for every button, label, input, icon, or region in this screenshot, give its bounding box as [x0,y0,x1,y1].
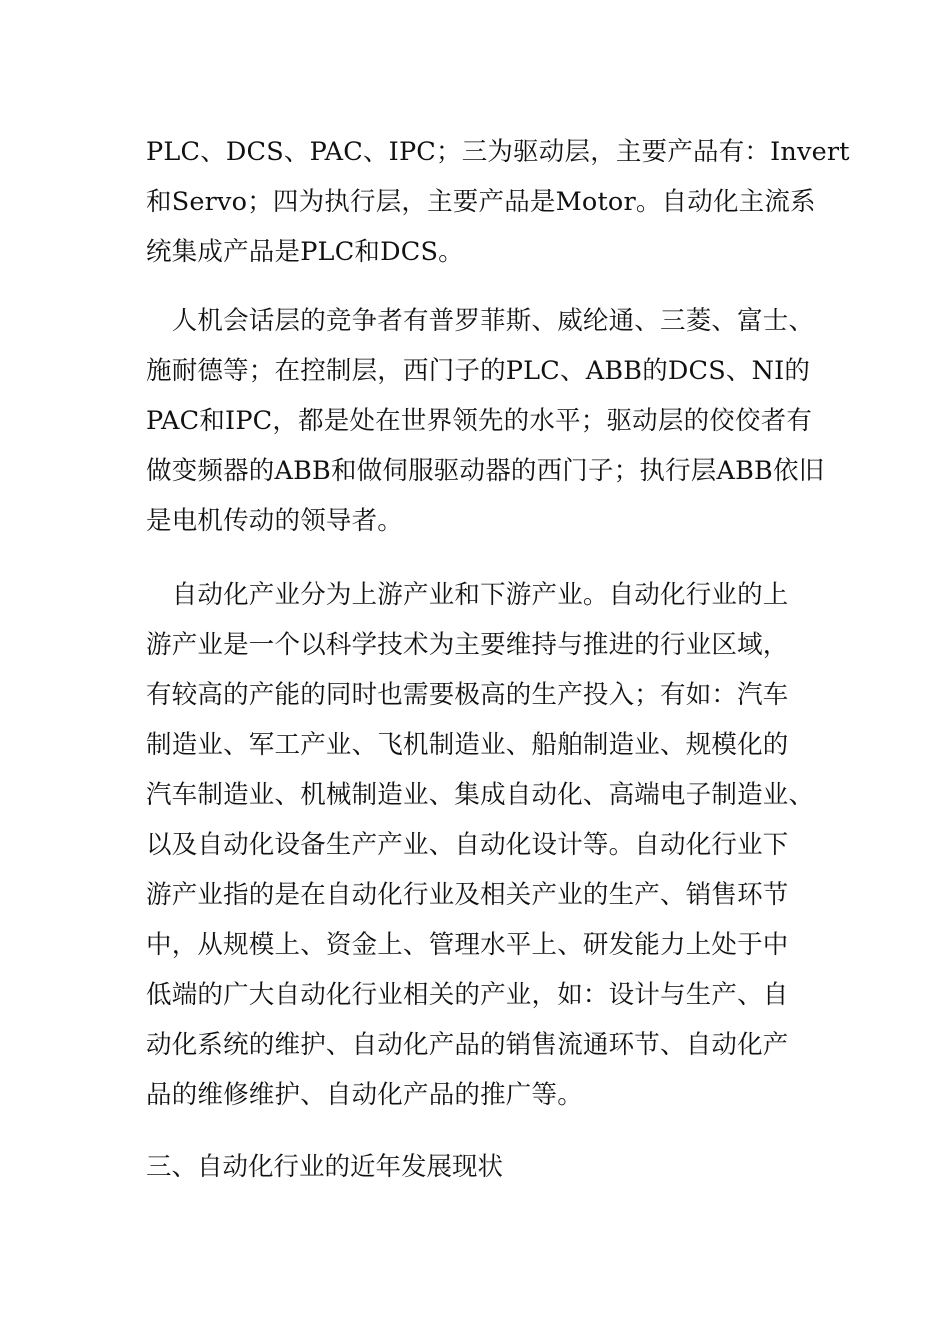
text-line: 施耐德等；在控制层，西门子的PLC、ABB的DCS、NI的 [146,356,811,386]
text-line: 人机会话层的竞争者有普罗菲斯、威纶通、三菱、富士、 [146,306,815,336]
text-line: 低端的广大自动化行业相关的产业，如：设计与生产、自 [146,980,789,1010]
text-line: 游产业是一个以科学技术为主要维持与推进的行业区域， [146,630,789,660]
text-line: 汽车制造业、机械制造业、集成自动化、高端电子制造业、 [146,780,815,810]
text-line: 有较高的产能的同时也需要极高的生产投入；有如：汽车 [146,680,789,710]
text-line: 统集成产品是PLC和DCS。 [146,237,464,267]
text-line: 游产业指的是在自动化行业及相关产业的生产、销售环节 [146,880,789,910]
section-heading: 三、自动化行业的近年发展现状 [146,1152,504,1182]
paragraph-control-layers [146,127,850,277]
paragraph-upstream-downstream [146,570,826,1120]
text-line: PAC和IPC，都是处在世界领先的水平；驱动层的佼佼者有 [146,406,813,436]
text-line: 制造业、军工产业、飞机制造业、船舶制造业、规模化的 [146,730,789,760]
text-line: PLC、DCS、PAC、IPC；三为驱动层，主要产品有：Invert [146,137,850,167]
text-line: 中，从规模上、资金上、管理水平上、研发能力上处于中 [146,930,789,960]
text-line: 是电机传动的领导者。 [146,506,404,536]
text-line: 和Servo；四为执行层，主要产品是Motor。自动化主流系 [146,187,816,217]
text-line: 做变频器的ABB和做伺服驱动器的西门子；执行层ABB依旧 [146,456,825,486]
text-line: 动化系统的维护、自动化产品的销售流通环节、自动化产 [146,1030,789,1060]
text-line: 品的维修维护、自动化产品的推广等。 [146,1080,583,1110]
text-line: 以及自动化设备生产产业、自动化设计等。自动化行业下 [146,830,789,860]
text-line: 自动化产业分为上游产业和下游产业。自动化行业的上 [146,580,789,610]
paragraph-competitors [146,296,826,546]
